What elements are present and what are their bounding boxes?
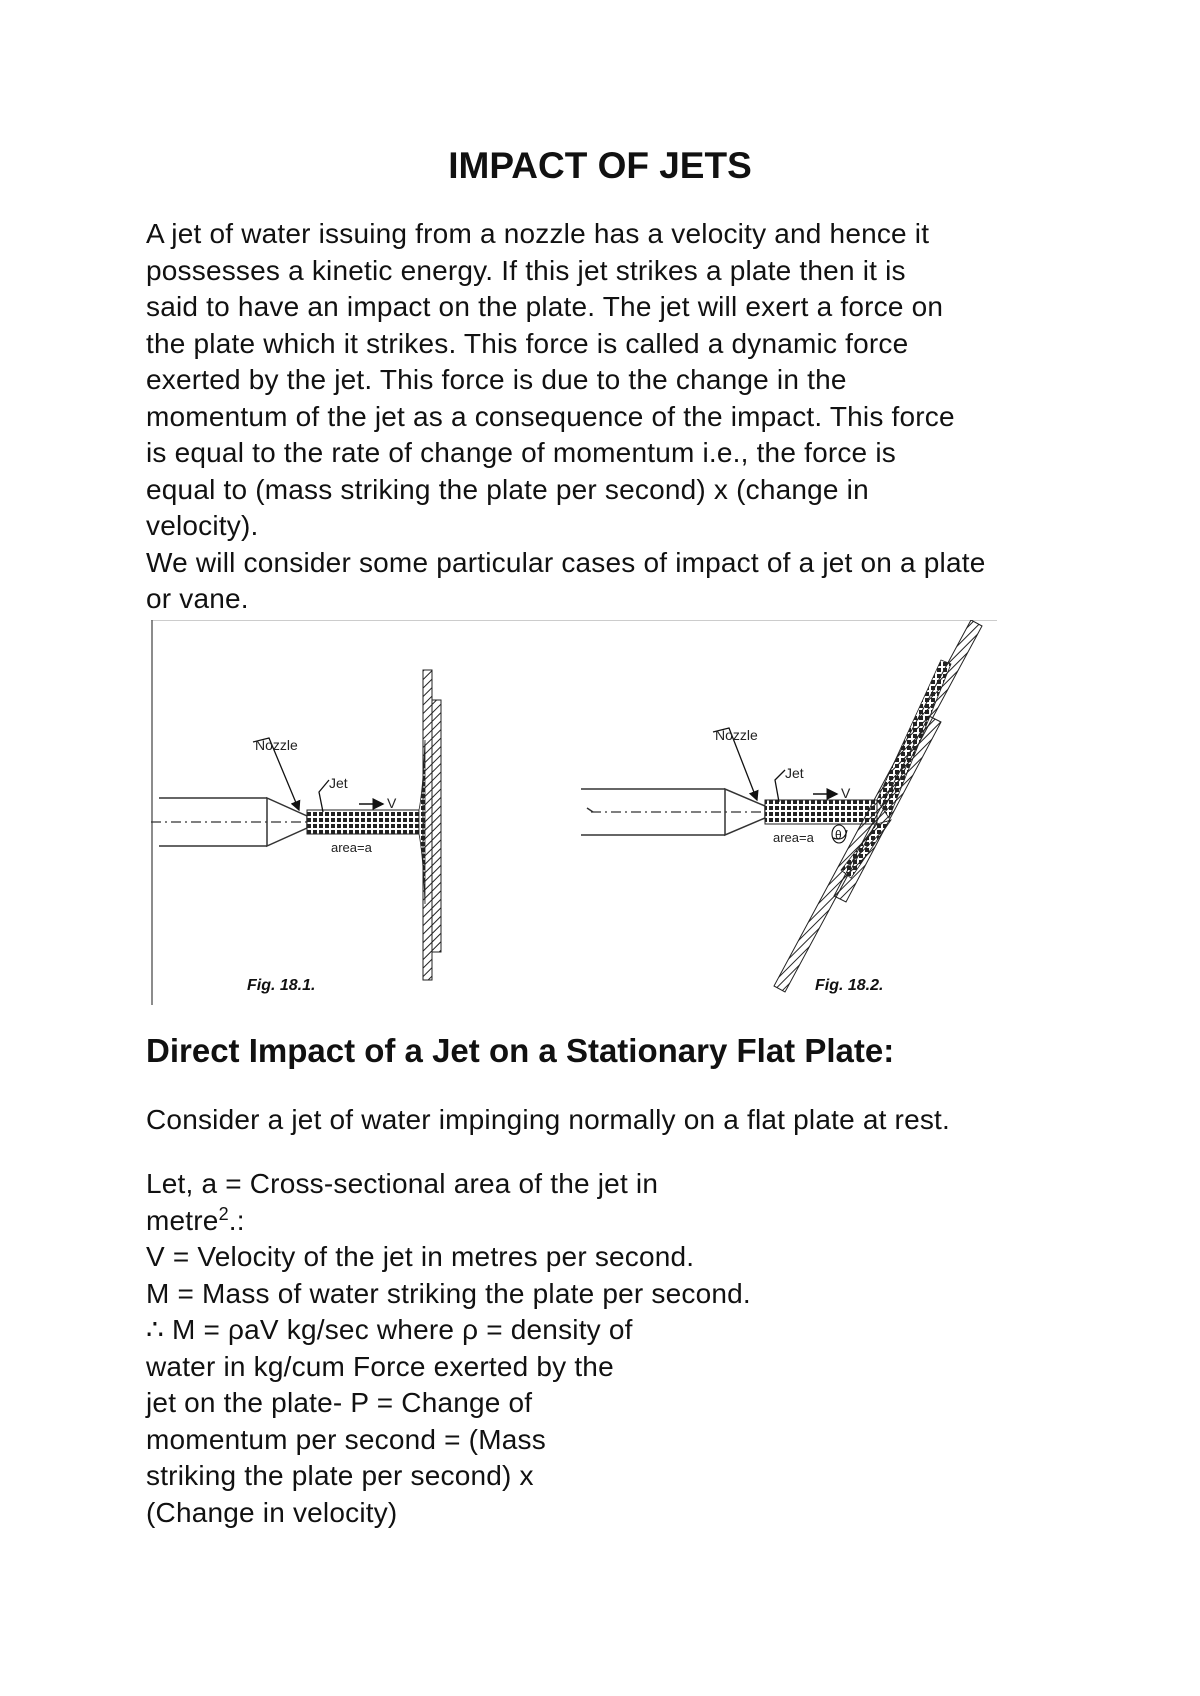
area-label: area=a (331, 840, 372, 855)
intro-line: velocity). (146, 510, 259, 541)
centre-line-tick (587, 808, 593, 812)
definition-line: Let, a = Cross-sectional area of the jet in (146, 1168, 659, 1199)
intro-line: or vane. (146, 583, 249, 614)
metre-word: metre (146, 1204, 219, 1236)
definition-line: water in kg/cum Force exerted by the (146, 1350, 614, 1382)
consider-paragraph: Consider a jet of water impinging normally on a flat plate at rest. (146, 1104, 951, 1135)
metre-tail: .: (228, 1204, 245, 1236)
velocity-label: V (841, 785, 851, 801)
intro-line: A jet of water issuing from a nozzle has a velocity and hence it (146, 218, 930, 249)
jet-leader (319, 780, 329, 812)
section-heading: Direct Impact of a Jet on a Stationary Flat Plate: (146, 1032, 895, 1069)
intro-line: the plate which it strikes. This force is called a dynamic force (146, 327, 909, 359)
area-label: area=a (773, 830, 814, 845)
intro-line: is equal to the rate of change of momentum i.e., the force is (146, 437, 896, 468)
squared-superscript: 2 (218, 1203, 229, 1224)
water-jet (765, 800, 877, 824)
intro-line: We will consider some particular cases of impact of a jet on a plate (146, 546, 986, 578)
document-title: IMPACT OF JETS (448, 145, 752, 186)
intro-line: exerted by the jet. This force is due to the change in the (146, 364, 847, 395)
definition-line: striking the plate per second) x (146, 1460, 534, 1491)
definition-line: momentum per second = (Mass (146, 1423, 546, 1455)
definition-line: jet on the plate- P = Change of (146, 1387, 533, 1418)
water-jet (307, 810, 419, 834)
intro-line: said to have an impact on the plate. The jet will exert a force on (146, 291, 944, 322)
jet-leader (775, 770, 785, 802)
fig-18-1-diagram (151, 670, 441, 994)
intro-line: possesses a kinetic energy. If this jet strikes a plate then it is (146, 254, 906, 286)
intro-paragraph (146, 216, 1106, 618)
definition-line: V = Velocity of the jet in metres per second. (146, 1241, 695, 1272)
fig-18-2-diagram (581, 620, 982, 994)
definition-line: ∴ M = ρaV kg/sec where ρ = density of (146, 1314, 633, 1345)
definition-line: M = Mass of water striking the plate per second. (146, 1277, 751, 1309)
jet-label: Jet (329, 775, 348, 791)
fig2-caption: Fig. 18.2. (815, 977, 884, 994)
nozzle-label: Nozzle (715, 727, 758, 743)
definitions-block (146, 1166, 751, 1531)
jet-label: Jet (785, 765, 804, 781)
nozzle-label: Nozzle (255, 737, 298, 753)
fig1-caption: Fig. 18.1. (247, 977, 316, 994)
intro-line: momentum of the jet as a consequence of the impact. This force (146, 400, 955, 432)
jet-impact-figure (151, 620, 997, 1005)
flat-plate (423, 670, 432, 980)
definition-line (146, 1203, 751, 1240)
plate-backing (432, 700, 441, 952)
angle-label: θ (835, 828, 842, 842)
velocity-label: V (387, 795, 397, 811)
intro-line: equal to (mass striking the plate per second) x (change in (146, 473, 869, 505)
definition-line: (Change in velocity) (146, 1496, 398, 1528)
